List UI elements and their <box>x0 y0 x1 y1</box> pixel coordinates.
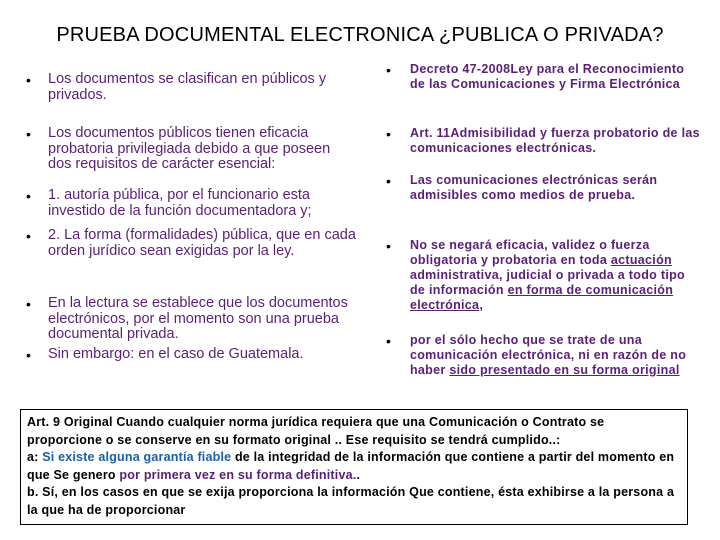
text-run: No se negará eficacia, validez o fuerza obligatoria y probatoria en toda <box>410 238 650 267</box>
bullet: • <box>26 72 31 88</box>
text-run: a: <box>27 450 43 464</box>
list-item-text: Los documentos públicos tienen eficacia probatoria privilegiada debido a que poseen dos requisitos de carácter esencial: <box>48 125 331 172</box>
text-run: , <box>479 298 484 312</box>
list-item-text: Sin embargo: en el caso de Guatemala. <box>48 346 304 362</box>
bullet: • <box>386 238 391 254</box>
list-item-text <box>410 333 700 378</box>
underlined-text: en forma de comunicación electrónica <box>410 283 674 312</box>
bullet: • <box>386 333 391 349</box>
bullet: • <box>26 347 31 363</box>
list-item-text <box>410 238 700 313</box>
article-line-a <box>27 449 681 484</box>
list-item-text: Los documentos se clasifican en públicos y privados. <box>48 71 327 103</box>
bullet: • <box>26 228 31 244</box>
list-item-text: En la lectura se establece que los documentos electrónicos, por el momento son una prueba documental privada. <box>48 295 348 342</box>
text-run: administrativa, judicial o privada a todo tipo de información <box>410 268 685 297</box>
text-run: de la integridad de la información que contiene a partir del momento en que Se genero <box>27 450 675 482</box>
highlighted-text: Si existe alguna garantía fiable <box>42 450 232 464</box>
list-item-text: Decreto 47-2008Ley para el Reconocimiento de las Comunicaciones y Firma Electrónica <box>410 62 685 91</box>
bullet: • <box>386 126 391 142</box>
bullet: • <box>386 173 391 189</box>
underlined-text: actuación <box>610 253 672 267</box>
article-line: Art. 9 Original Cuando cualquier norma jurídica requiera que una Comunicación o Contrato se proporcione o se conserve en su formato original .. Ese requisito se tendrá cumplido..: <box>27 415 605 447</box>
highlighted-text: por primera vez en su forma definitiva. <box>119 467 357 482</box>
bullet: • <box>26 296 31 312</box>
article-box <box>20 409 688 525</box>
list-item-text: Las comunicaciones electrónicas serán admisibles como medios de prueba. <box>410 173 658 202</box>
list-item-text: 1. autoría pública, por el funcionario esta investido de la función documentadora y; <box>48 187 312 219</box>
text-run: por el sólo hecho que se trate de una comunicación electrónica, ni en razón de no haber <box>410 333 687 377</box>
bullet: • <box>26 126 31 142</box>
bullet: • <box>26 188 31 204</box>
list-item-text: Art. 11Admisibilidad y fuerza probatorio de las comunicaciones electrónicas. <box>410 126 700 155</box>
underlined-text: sido presentado en su forma original <box>449 363 680 377</box>
page-title: PRUEBA DOCUMENTAL ELECTRONICA ¿PUBLICA O PRIVADA? <box>56 24 664 46</box>
text-run: . <box>356 467 361 482</box>
article-line-b: b. Sí, en los casos en que se exija proporciona la información Que contiene, ésta exhibirse a la persona a la que ha de proporcionar <box>27 485 675 517</box>
bullet: • <box>386 62 391 78</box>
list-item-text: 2. La forma (formalidades) pública, que en cada orden jurídico sean exigidas por la ley. <box>48 227 356 259</box>
